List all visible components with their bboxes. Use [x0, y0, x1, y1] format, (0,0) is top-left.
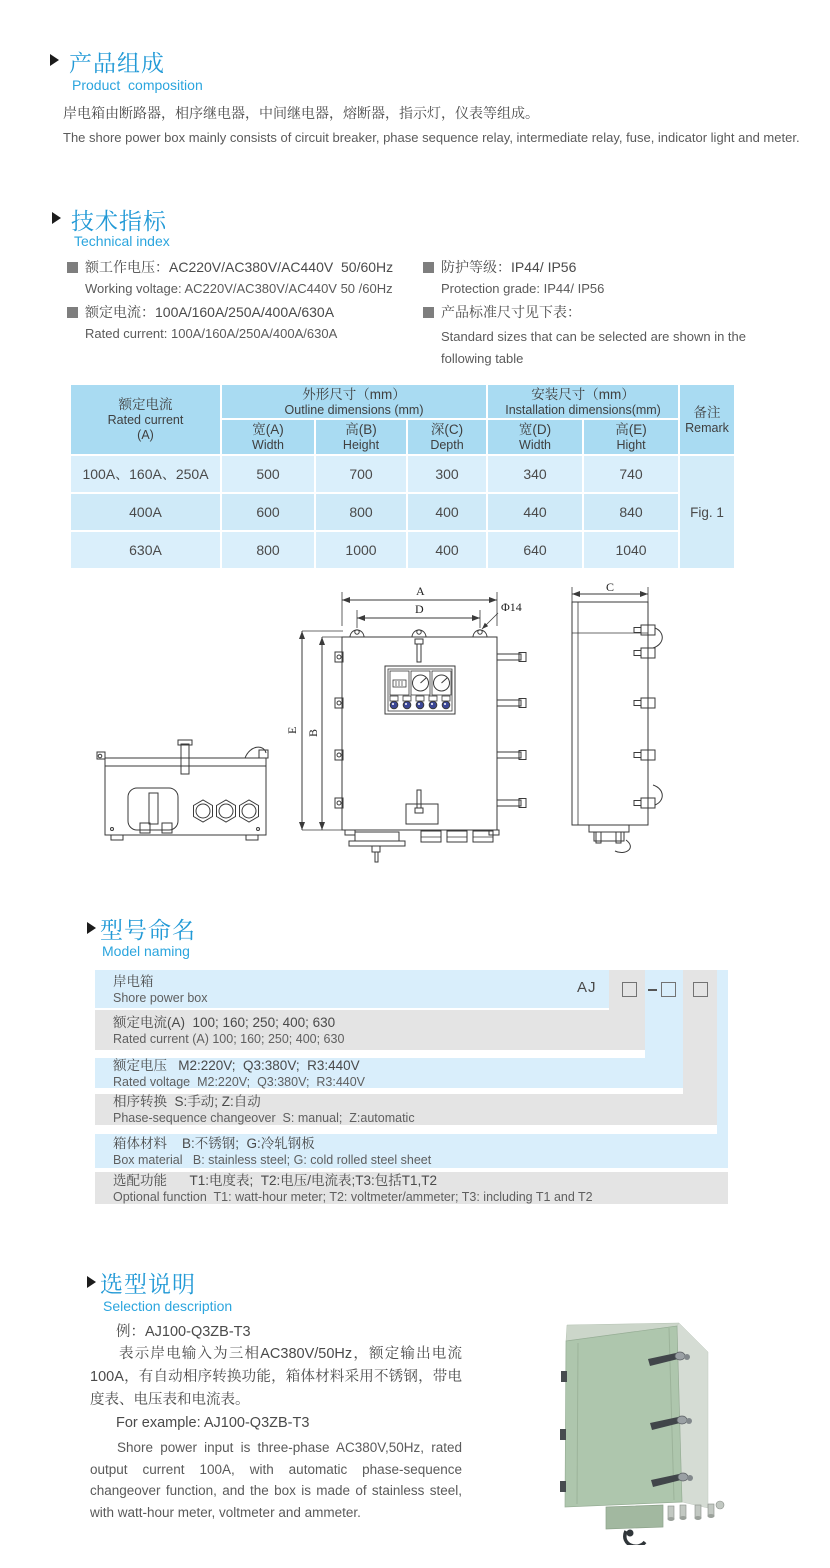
square-bullet-icon	[67, 262, 78, 273]
code-dash	[648, 989, 657, 991]
composition-body-en: The shore power box mainly consists of circuit breaker, phase sequence relay, intermediate relay, fuse, indicator light and meter.	[63, 130, 800, 145]
square-bullet-icon	[423, 307, 434, 318]
meter-panel	[385, 666, 455, 714]
section-subtitle-naming: Model naming	[102, 943, 190, 959]
outline-drawing	[85, 582, 745, 892]
remark-cell: Fig. 1	[679, 455, 735, 569]
model-naming-diagram	[95, 970, 728, 1204]
svg-text:B: B	[306, 728, 320, 737]
indicator-lights	[390, 696, 450, 709]
code-box-voltage	[661, 982, 676, 997]
col-header-outline: 外形尺寸（mm） Outline dimensions (mm)	[221, 384, 487, 419]
composition-body-cn: 岸电箱由断路器，相序继电器，中间继电器，熔断器，指示灯，仪表等组成。	[63, 105, 539, 121]
col-header-rated-current: 额定电流 Rated current (A)	[70, 384, 221, 455]
section-subtitle-composition: Product composition	[72, 77, 203, 93]
bottom-flange	[606, 1505, 663, 1529]
latch-icons	[497, 653, 526, 808]
naming-row-current: 额定电流(A) 100; 160; 250; 400; 630 Rated current (A) 100; 160; 250; 400; 630	[95, 1010, 645, 1050]
col-header-install: 安装尺寸（mm） Installation dimensions(mm)	[487, 384, 679, 419]
table-row: 100A、160A、250A 500 700 300 340 740 Fig. 1	[70, 455, 735, 493]
model-code-prefix: AJ	[577, 979, 597, 996]
selection-example-en: For example: AJ100-Q3ZB-T3	[116, 1415, 310, 1431]
selection-example-cn: 例：AJ100-Q3ZB-T3	[116, 1324, 251, 1340]
col-header-width-a: 宽(A) Width	[221, 419, 315, 455]
section-subtitle-technical: Technical index	[74, 233, 170, 249]
selection-body-cn: 表示岸电输入为三相AC380V/50Hz，额定输出电流100A，有自动相序转换功能，箱体材料采用不锈钢，带电度表、电压表和电流表。	[90, 1346, 462, 1408]
svg-text:A: A	[416, 584, 425, 598]
front-view	[285, 584, 526, 862]
naming-row-changeover: 相序转换 S:手动; Z:自动 Phase-sequence changeover S: manual; Z:automatic	[95, 1094, 717, 1125]
section-arrow-icon	[50, 54, 59, 66]
naming-row-product: 岸电箱 Shore power box	[95, 970, 609, 1008]
dimensions-table	[69, 383, 736, 570]
product-photo	[550, 1305, 780, 1545]
svg-text:Φ14: Φ14	[501, 600, 522, 614]
section-title-naming: 型号命名	[100, 917, 196, 943]
side-view	[572, 582, 662, 853]
col-header-width-d: 宽(D) Width	[487, 419, 583, 455]
naming-row-voltage: 额定电压 M2:220V; Q3:380V; R3:440V Rated voltage M2:220V; Q3:380V; R3:440V	[95, 1058, 683, 1088]
section-arrow-icon	[52, 212, 61, 224]
naming-row-material: 箱体材料 B:不锈钢; G:冷轧钢板 Box material B: stainless steel; G: cold rolled steel sheet	[95, 1134, 728, 1168]
spec-standard-size-en: Standard sizes that can be selected are shown in the following table	[441, 329, 746, 366]
spec-working-voltage-cn: 额工作电压：AC220V/AC380V/AC440V 50/60Hz	[67, 257, 393, 277]
square-bullet-icon	[67, 307, 78, 318]
spec-protection-cn: 防护等级：IP44/ IP56	[423, 257, 576, 277]
col-header-hight-e: 高(E) Hight	[583, 419, 679, 455]
svg-text:D: D	[415, 602, 424, 616]
spec-working-voltage-en: Working voltage: AC220V/AC380V/AC440V 50 /60Hz	[85, 281, 393, 296]
code-box-current	[622, 982, 637, 997]
naming-row-optional: 选配功能 T1:电度表; T2:电压/电流表;T3:包括T1,T2 Optional function T1: watt-hour meter; T2: voltmeter/ammeter; T3: including T1 and T2	[95, 1172, 728, 1204]
table-row: 400A 600 800 400 440 840	[70, 493, 735, 531]
table-row: 630A 800 1000 400 640 1040	[70, 531, 735, 569]
selection-body-en: Shore power input is three-phase AC380V,50Hz, rated output current 100A, with automatic phase-sequence changeover function, and the box is made of stainless steel, with watt-hour meter, voltmeter and ammeter.	[90, 1440, 462, 1520]
bottom-view	[97, 740, 268, 840]
section-arrow-icon	[87, 922, 96, 934]
section-title-selection: 选型说明	[100, 1271, 196, 1297]
spec-standard-size-cn: 产品标准尺寸见下表：	[423, 302, 581, 322]
col-header-depth-c: 深(C) Depth	[407, 419, 487, 455]
spec-rated-current-cn: 额定电流：100A/160A/250A/400A/630A	[67, 302, 334, 322]
section-title-technical: 技术指标	[71, 208, 167, 234]
col-header-height-b: 高(B) Height	[315, 419, 407, 455]
section-subtitle-selection: Selection description	[103, 1298, 233, 1314]
square-bullet-icon	[423, 262, 434, 273]
code-box-optional	[693, 982, 708, 997]
cable-gland-icons	[194, 800, 259, 822]
spec-rated-current-en: Rated current: 100A/160A/250A/400A/630A	[85, 326, 338, 341]
svg-text:E: E	[285, 726, 299, 734]
col-header-remark: 备注 Remark	[679, 384, 735, 455]
spec-protection-en: Protection grade: IP44/ IP56	[441, 281, 605, 296]
section-title-composition: 产品组成	[69, 50, 165, 76]
svg-text:C: C	[606, 582, 615, 594]
section-arrow-icon	[87, 1276, 96, 1288]
